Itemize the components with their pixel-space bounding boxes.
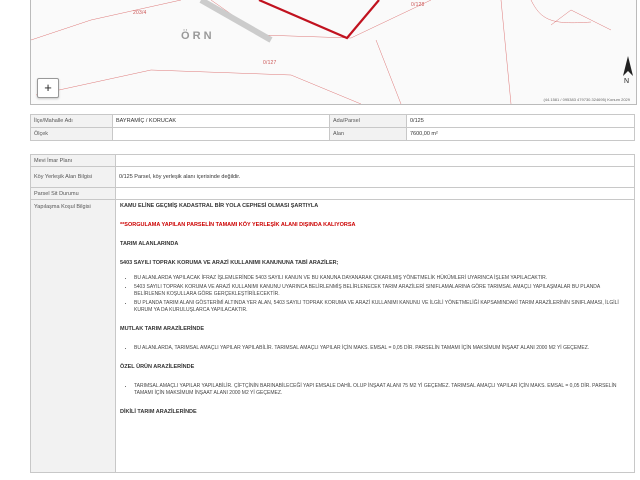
map-canvas [31, 0, 636, 104]
condition-heading: DİKİLİ TARIM ARAZİLERİNDE [120, 409, 197, 415]
condition-list [120, 383, 630, 397]
table-row [31, 188, 635, 200]
table-row [31, 200, 635, 473]
table-row [31, 128, 635, 141]
north-arrow-icon [621, 56, 635, 88]
village-area-value: 0/125 Parsel, köy yerleşik alanı içerisinde değildir. [116, 167, 635, 188]
street-label: Ö R N [181, 30, 212, 42]
block-parcel-value: 0/125 [407, 115, 635, 128]
site-status-value [116, 188, 635, 200]
list-item: • 5403 SAYILI TOPRAK KORUMA VE ARAZİ KULLANIMI KANUNU UYARINCA BELİRLENMİŞ BELİRLENECEK TARIM ARAZİLERİ SINIFLAMALARINA GÖRE TARIMSAL AMAÇLI YAPILAŞMALAR BU PLANDA BELİRLENEN KOŞULLARA GÖRE GERÇEKLEŞTİRİLECEKTİR. [134, 284, 630, 298]
table-row [31, 115, 635, 128]
zoning-plan-value [116, 155, 635, 167]
scale-label: Ölçek [31, 128, 113, 141]
map-coordinates: (44.1581 / 095383 479730.324695) Konum 2029 [543, 97, 630, 102]
north-label: N [624, 78, 630, 85]
parcel-info-table [30, 114, 635, 141]
condition-list [120, 345, 630, 352]
list-item: • BU PLANDA TARIM ALANI GÖSTERİMİ ALTINDA YER ALAN, 5403 SAYILI TOPRAK KORUMA VE ARAZİ KULLANIMI KANUNU VE İLGİLİ YÖNETMELİĞİ KAPSAMINDAKİ TARIM ARAZİLERİNİN SINIFLAMASI, İLGİLİ KURUM YA DA KURULUŞLARCA YAPILACAKTIR. [134, 300, 630, 314]
list-item: • BU ALANLARDA, TARIMSAL AMAÇLI YAPILAR YAPILABİLİR. TARIMSAL AMAÇLI YAPILAR İÇİN MAKS. EMSAL = 0,05 DİR. PARSELİN TAMAMI İÇİN MAKSİMUM İNŞAAT ALANI 2000 M2 Yİ GEÇEMEZ. [134, 345, 630, 352]
village-area-label: Köy Yerleşik Alan Bilgisi [31, 167, 116, 188]
condition-heading: TARIM ALANLARINDA [120, 241, 179, 247]
building-conditions-label: Yapılaşma Koşul Bilgisi [31, 200, 116, 473]
list-item: • TARIMSAL AMAÇLI YAPILAR YAPILABİLİR. ÇİFTÇİNİN BARINABİLECEĞİ YAPI EMSALE DAHİL OLUP İNŞAAT ALANI 75 M2 Yİ GEÇEMEZ. TARIMSAL AMAÇLI YAPILAR İÇİN MAKS. EMSAL = 0,05 DİR. PARSELİN TAMAMI İÇİN MAKSİMUM İNŞAAT ALANI 2000 M2 Yİ GEÇEMEZ. [134, 383, 630, 397]
block-parcel-label: Ada/Parsel [330, 115, 407, 128]
table-row [31, 167, 635, 188]
map-panel[interactable] [30, 0, 637, 105]
zoning-details-table [30, 154, 635, 473]
condition-warning: **SORGULAMA YAPILAN PARSELİN TAMAMI KÖY YERLEŞİK ALANI DIŞINDA KALIYORSA [120, 222, 356, 228]
zoom-in-button[interactable]: + [37, 78, 59, 98]
zoning-plan-label: Mevi İmar Planı [31, 155, 116, 167]
list-item: • BU ALANLARDA YAPILACAK İFRAZ İŞLEMLERİNDE 5403 SAYILI KANUN VE BU KANUNA DAYANARAK ÇIKARILMIŞ YÖNETMELİK HÜKÜMLERİ UYARINCA İŞLEM YAPILACAKTIR. [134, 275, 630, 282]
parcel-label: 0/127 [263, 60, 277, 66]
parcel-label: 0/128 [411, 2, 425, 8]
scale-value [113, 128, 330, 141]
condition-heading: KAMU ELİNE GEÇMİŞ KADASTRAL BİR YOLA CEPHESİ OLMASI ŞARTIYLA [120, 203, 319, 209]
condition-heading: MUTLAK TARIM ARAZİLERİNDE [120, 326, 205, 332]
area-label: Alan [330, 128, 407, 141]
area-value: 7600,00 m² [407, 128, 635, 141]
district-label: İlçe/Mahalle Adı [31, 115, 113, 128]
parcel-outline [259, 0, 379, 38]
condition-heading: 5403 SAYILI TOPRAK KORUMA VE ARAZİ KULLANIMI KANUNUNA TABİ ARAZİLER; [120, 260, 339, 266]
site-status-label: Parsel Sit Durumu [31, 188, 116, 200]
table-row [31, 155, 635, 167]
district-value: BAYRAMİÇ / KORUCAK [113, 115, 330, 128]
condition-list [120, 275, 630, 314]
parcel-label: 203/4 [133, 10, 147, 16]
condition-heading: ÖZEL ÜRÜN ARAZİLERİNDE [120, 364, 195, 370]
building-conditions-value [116, 200, 635, 473]
